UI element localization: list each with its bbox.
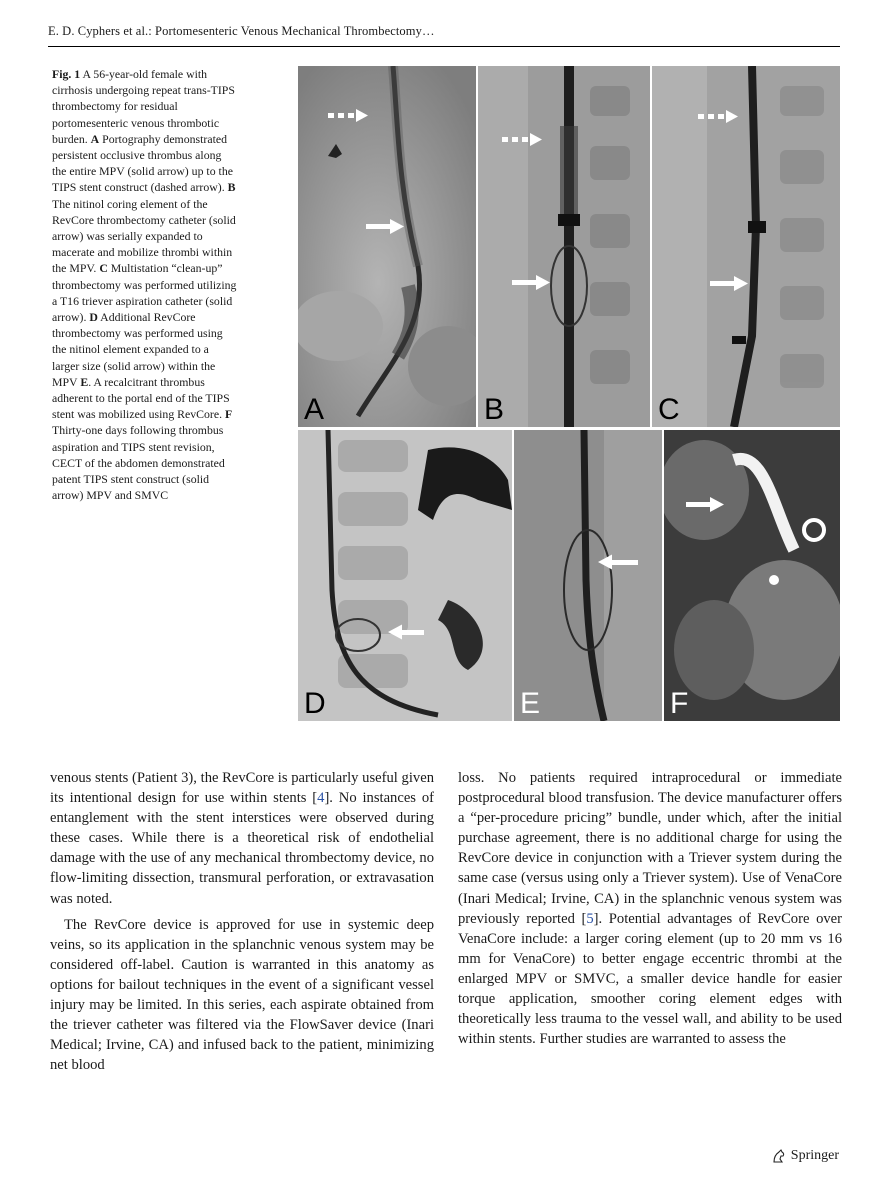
publisher-footer bbox=[771, 1148, 839, 1164]
panel-f-image bbox=[664, 430, 840, 721]
panel-f-label: F bbox=[670, 687, 689, 720]
panel-d-image bbox=[298, 430, 512, 721]
panel-b-label: B bbox=[484, 393, 505, 426]
springer-horse-icon bbox=[771, 1148, 787, 1164]
panel-a-label: A bbox=[304, 393, 325, 426]
panel-b-image bbox=[478, 66, 650, 427]
figure-panel-c bbox=[652, 66, 840, 427]
figure-panel-f bbox=[664, 430, 840, 721]
citation-link-5[interactable]: 5 bbox=[586, 910, 594, 927]
body-column-left bbox=[50, 768, 434, 1075]
citation-link-4[interactable]: 4 bbox=[317, 790, 325, 807]
figure-label: Fig. 1 bbox=[52, 67, 81, 81]
panel-c-image bbox=[652, 66, 840, 427]
figure-panel-b bbox=[478, 66, 650, 427]
body-paragraph: The RevCore device is approved for use in systemic deep veins, so its application in the splanchnic venous system may be considered off-label. Caution is warranted in this anatomy as options for bailout techniques in the event of a significant vessel injury may be limited. In this series, each aspirate obtained from the triever catheter was filtered via the FlowSaver device (Inari Medical; Irvine, CA) and infused back to the patient, minimizing net blood bbox=[50, 916, 434, 1074]
figure-panel-d bbox=[298, 430, 512, 721]
panel-c-label: C bbox=[658, 393, 680, 426]
figure-panel-a bbox=[298, 66, 476, 427]
body-paragraph: loss. No patients required intraprocedural or immediate postprocedural blood transfusion. The device manufacturer offers a “per-procedure pricing” bundle, under which, after the initial purchase agreement, there is no additional charge for using the RevCore device in conjunction with a Triever system during the same case (versus using only a Triever system). Use of VenaCore (Inari Medical; Irvine, CA) in the splanchnic venous system was previously reported [5]. Potential advantages of RevCore over VenaCore include: a larger coring element (up to 20 mm vs 16 mm for VenaCore) to better engage eccentric thrombi at the enlarged MPV or SMVC, a smaller device handle for easier torque application, smoother coring element edges with theoretically less trauma to the vessel wall, and ability to be used within stents. Further studies are warranted to assess the bbox=[458, 770, 842, 1048]
publisher-name: Springer bbox=[790, 1148, 839, 1163]
running-title: E. D. Cyphers et al.: Portomesenteric Venous Mechanical Thrombectomy… bbox=[48, 24, 435, 38]
running-header bbox=[48, 24, 840, 47]
figure-panel-e bbox=[514, 430, 662, 721]
figure-caption: Fig. 1 A 56-year-old female with cirrhosis undergoing repeat trans-TIPS thrombectomy for residual portomesenteric venous thrombotic burden. A Portography demonstrated persistent occlusive thrombus along the entire MPV (solid arrow) up to the TIPS stent construct (dashed arrow). B The nitinol coring element of the RevCore thrombectomy catheter (solid arrow) was serially expanded to macerate and mobilize thrombi within the MPV. C Multistation “clean-up” thrombectomy was performed utilizing a T16 triever aspiration catheter (solid arrow). D Additional RevCore thrombectomy was performed using the nitinol element expanded to a larger size (solid arrow) within the MPV E. A recalcitrant thrombus adherent to the portal end of the TIPS stent was mobilized using RevCore. F Thirty-one days following thrombus aspiration and TIPS stent revision, CECT of the abdomen demonstrated patent TIPS stent construct (solid arrow) MPV and SMVC bbox=[52, 67, 237, 503]
panel-a-image bbox=[298, 66, 476, 427]
body-column-right bbox=[458, 768, 842, 1049]
panel-d-label: D bbox=[304, 687, 326, 720]
body-paragraph: venous stents (Patient 3), the RevCore is particularly useful given its intentional design for use within stents [4]. No instances of entanglement with the stent interstices were observed during these cases. While there is a theoretical risk of endothelial damage with the use of any mechanical thrombectomy device, no flow-limiting dissection, transmural perforation, or extravasation was noted. bbox=[50, 770, 434, 907]
panel-e-image bbox=[514, 430, 662, 721]
panel-e-label: E bbox=[520, 687, 541, 720]
